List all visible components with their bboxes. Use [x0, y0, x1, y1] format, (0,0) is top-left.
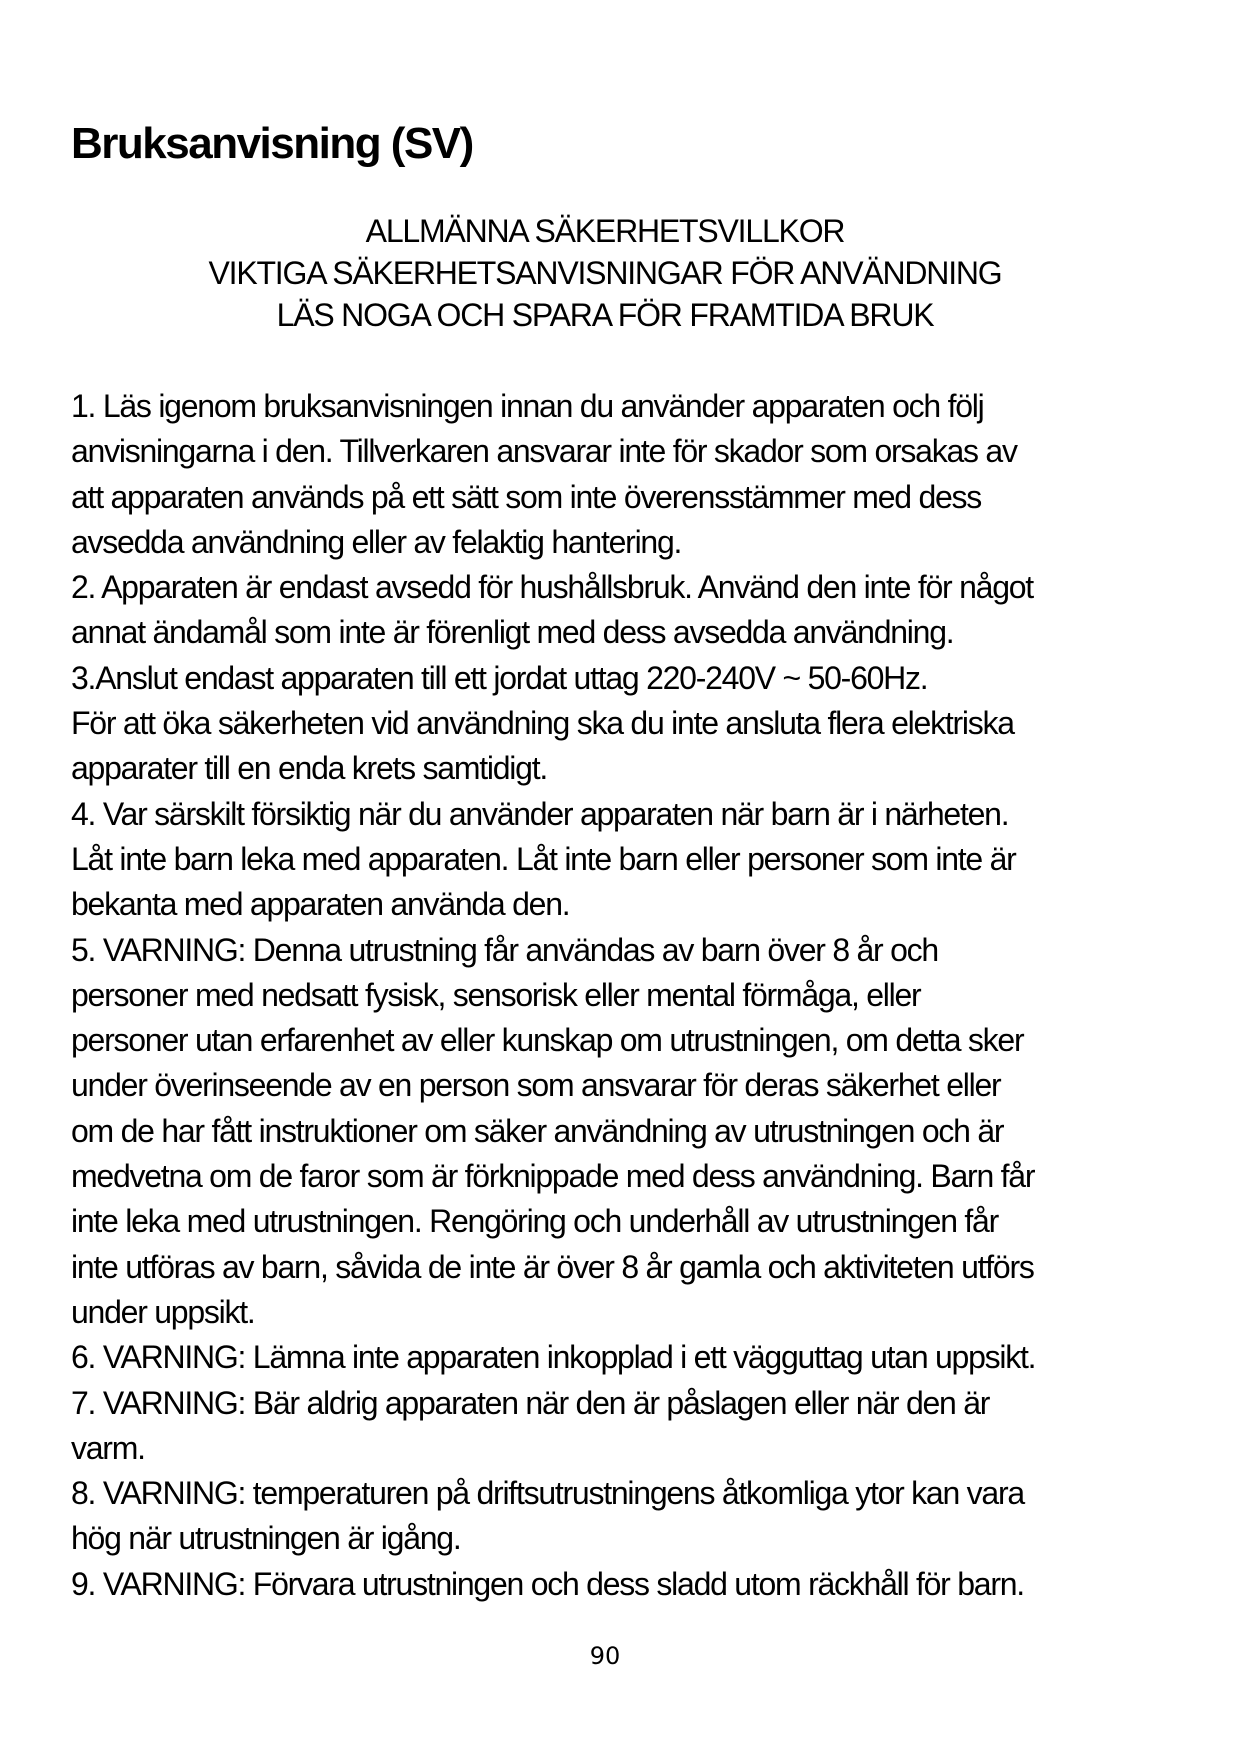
instruction-line: 1. Läs igenom bruksanvisningen innan du använder apparaten och följ [71, 388, 984, 424]
instruction-line: För att öka säkerheten vid användning ska du inte ansluta flera elektriska [71, 705, 1014, 742]
instruction-line: 2. Apparaten är endast avsedd för hushållsbruk. Använd den inte för något [71, 569, 1033, 606]
page-title: Bruksanvisning (SV) [71, 119, 473, 168]
heading-line-general-safety: ALLMÄNNA SÄKERHETSVILLKOR [365, 213, 845, 249]
instruction-line: 3.Anslut endast apparaten till ett jordat uttag 220-240V ~ 50-60Hz. [71, 659, 928, 696]
instruction-line: 7. VARNING: Bär aldrig apparaten när den är påslagen eller när den är [71, 1384, 990, 1421]
heading-line-read-and-keep: LÄS NOGA OCH SPARA FÖR FRAMTIDA BRUK [276, 297, 934, 333]
instruction-line: annat ändamål som inte är förenligt med dess avsedda användning. [71, 614, 954, 651]
instruction-line: anvisningarna i den. Tillverkaren ansvarar inte för skador som orsakas av [71, 433, 1017, 470]
instruction-line: medvetna om de faror som är förknippade med dess användning. Barn får [71, 1158, 1035, 1195]
instruction-line: bekanta med apparaten använda den. [71, 886, 570, 923]
instruction-line: avsedda användning eller av felaktig hantering. [71, 523, 682, 560]
instruction-line: inte utföras av barn, såvida de inte är över 8 år gamla och aktiviteten utförs [71, 1248, 1034, 1285]
page-number: 90 [589, 1642, 621, 1670]
instruction-line: 8. VARNING: temperaturen på driftsutrustningens åtkomliga ytor kan vara [71, 1475, 1024, 1512]
instruction-line: hög när utrustningen är igång. [71, 1520, 461, 1557]
instruction-line: Låt inte barn leka med apparaten. Låt inte barn eller personer som inte är [71, 840, 1016, 877]
instruction-line: att apparaten används på ett sätt som inte överensstämmer med dess [71, 478, 982, 515]
instruction-line: personer med nedsatt fysisk, sensorisk eller mental förmåga, eller [71, 976, 921, 1013]
heading-line-important-instructions: VIKTIGA SÄKERHETSANVISNINGAR FÖR ANVÄNDNING [208, 255, 1002, 291]
safety-heading [0, 210, 1210, 336]
instruction-line: apparater till en enda krets samtidigt. [71, 750, 547, 787]
instruction-line: 5. VARNING: Denna utrustning får användas av barn över 8 år och [71, 931, 938, 968]
instruction-line: 6. VARNING: Lämna inte apparaten inkopplad i ett vägguttag utan uppsikt. [71, 1339, 1036, 1376]
instruction-line: inte leka med utrustningen. Rengöring och underhåll av utrustningen får [71, 1203, 998, 1240]
instruction-line: 4. Var särskilt försiktig när du använder apparaten när barn är i närheten. [71, 795, 1009, 832]
instruction-line: personer utan erfarenhet av eller kunskap om utrustningen, om detta sker [71, 1022, 1024, 1059]
instruction-line: under överinseende av en person som ansvarar för deras säkerhet eller [71, 1067, 1001, 1104]
instruction-line: varm. [71, 1429, 145, 1466]
instruction-line: om de har fått instruktioner om säker användning av utrustningen och är [71, 1112, 1004, 1149]
safety-instructions [71, 384, 1151, 1607]
instruction-line: under uppsikt. [71, 1293, 255, 1330]
instruction-line: 9. VARNING: Förvara utrustningen och dess sladd utom räckhåll för barn. [71, 1565, 1024, 1602]
